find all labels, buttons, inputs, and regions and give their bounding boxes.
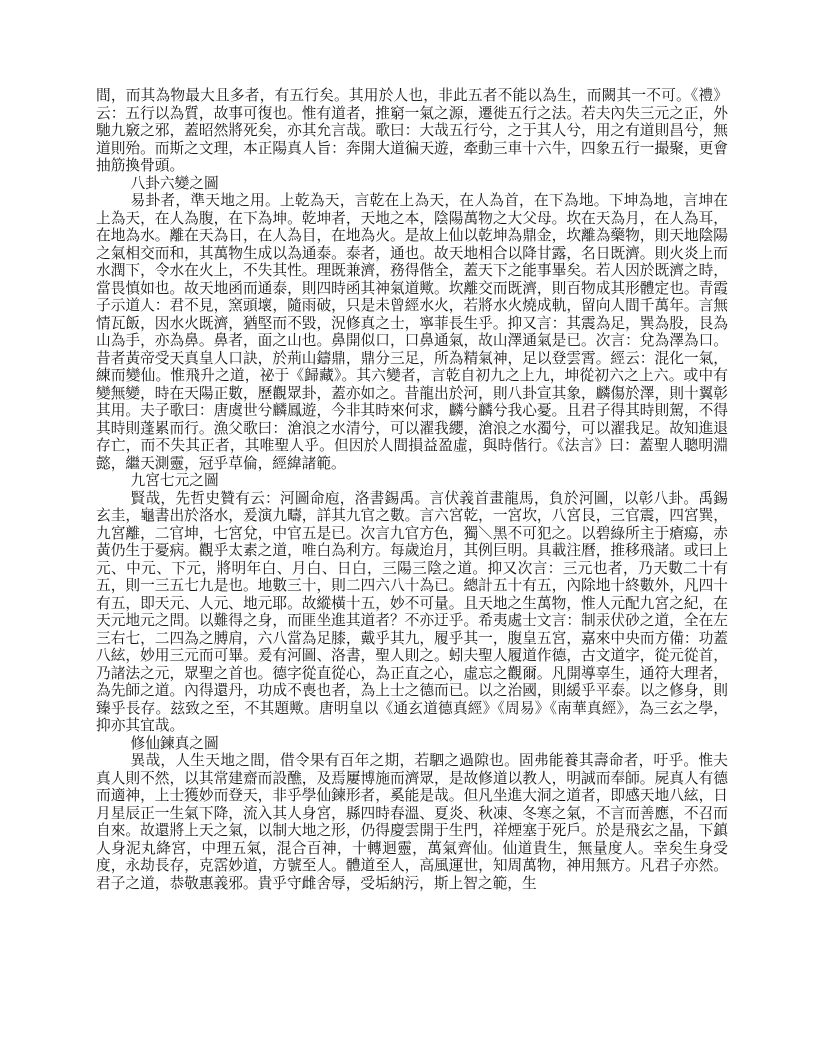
paragraph-xiuxian-lianzhen: 異哉，人生天地之間，借令果有百年之期，若駟之過隙也。固弗能養其壽命者，吁乎。惟夫真人則不然，以其常建齋而設醮，及焉屢博施而濟眾，是故修道以教人，明誠而奉師。屍真人有德而適神，上士獲妙而登天，非乎學仙鍊形者，奚能是哉。但凡坐進大洞之道者，即感天地八絃，日月星辰正一生氣下降，流入其人身宮，縣四時春溫、夏炎、秋凍、冬寒之氣，不言而善應，不召而自來。故還將上天之氣，以制大地之形，仍得慶雲開于生門，祥煙塞于死戶。於是飛玄之晶，下鎮人身泥丸絳宮，中理五氣，混合百神，十轉迴靈，萬氣齊仙。仙道貴生，無量度人。幸矣生身受度，永劫長存，克霑妙道，方號至人。體道至人，高風運世，知周萬物，神用無方。凡君子亦然。君子之道，恭敬惠義邪。貴乎守雌舍辱，受垢納污，斯上智之範，生 xyxy=(96,753,728,892)
paragraph-five-elements-continuation: 間，而其為物最大且多者，有五行矣。其用於人也，非此五者不能以為生，而闕其一不可。《禮》云：五行以為質，故事可復也。惟有道者，推窮一氣之源，遷徙五行之法。若夫內失三元之正，外馳九竅之邪，蓋昭然將死矣，亦其允言哉。歌曰：大哉五行兮，之于其人兮，用之有道則昌兮，無道則殆。而斯之文理，本正陽真人旨：奔開大道徧天遊，牽動三車十六牛，四象五行一撮聚，更會抽筋換骨頭。 xyxy=(96,88,728,174)
heading-xiuxian-lianzhen: 修仙鍊真之圖 xyxy=(130,735,219,752)
document-page xyxy=(96,88,728,893)
heading-jiugong-qiyuan: 九宮七元之圖 xyxy=(130,473,219,489)
paragraph-bagua-liubian: 易卦者，準天地之用。上乾為天，言乾在上為天，在人為首，在下為地。下坤為地，言坤在上為天，在人為腹，在下為坤。乾坤者，天地之本，陰陽萬物之大父母。坎在天為月，在人為耳，在地為水。離在天為日，在人為目，在地為火。是故上仙以乾坤為鼎金，坎離為藥物，則天地陰陽之氣相交而和，其萬物生成以為通泰。泰者，通也。故天地相合以降甘露，名日既濟。則火炎上而水潤下，令水在火上，不失其性。理既兼濟，務得偕全，蓋天下之能事畢矣。若人因於既濟之時，當畏慎如也。故天地函而通泰，則四時函其神氣道歟。坎離交而既濟，則百物成其形體定也。青霞子示道人：君不見，窯頭壞，隨雨破，只是未曾經水火，若將水火燒成軌，留向人間千萬年。言無情瓦飯，因水火既濟，猶堅而不毀，況修真之士，寧菲長生乎。抑又言：其震為足，巽為股，艮為山為手，亦為鼻。鼻者，面之山也。鼻開似口，口鼻通氣，故山澤通氣是已。次言：兌為澤為口。昔者黃帝受天真皇人口訣，於荊山鑄鼎，鼎分三足，所為精氣神，足以登雲霄。經云：混化一氣，練而變仙。惟飛升之道，祕于《歸藏》。其六變者，言乾自初九之上九，坤從初六之上六。或中有變無變，時在天陽正數，歷觀眾卦，蓋亦如之。昔龍出於河，則八卦宣其象，麟傷於澤，則十翼彰其用。夫子歌曰：唐虞世兮麟鳳遊，今非其時來何求，麟兮麟兮我心憂。且君子得其時則駕，不得其時則蓬累而行。漁父歌曰：滄浪之水清兮，可以濯我纓，滄浪之水濁兮，可以濯我足。故知進退存亡，而不失其正者，其唯聖人乎。但因於人間損益盈虛，與時偕行。《法言》曰：蓋聖人聰明淵懿，繼天測靈，冠乎草倫，經緯諸範。 xyxy=(96,193,728,472)
heading-bagua-liubian: 八卦六變之圖 xyxy=(130,175,219,192)
paragraph-jiugong-qiyuan: 賢哉，先哲史贊有云：河圖命庖，洛書錫禹。言伏義首畫龍馬，負於河圖，以彰八卦。禹錫玄圭，龜書出於洛水，爰演九疇，詳其九官之數。言六宮乾，一宮坎，八宮艮，三官震，四宮巽，九宮離，二官坤，七宮兌，中官五是已。次言九官方色，獨＼黑不可犯之。以碧綠所主于瘡瘍，赤黃仍生于憂病。觀乎太素之道，唯白為利方。每歲迨月，其例巨明。具載注曆，推移飛諸。或曰上元、中元、下元，將明年白、月白、日白，三陽三陰之道。抑又次言：三元也者，乃天數二十有五，則一三五七九是也。地數三十，則二四六八十為已。總計五十有五，內除地十終數外，凡四十有五，即天元、人元、地元耶。故縱橫十五，妙不可量。且天地之生萬物，惟人元配九宮之紀，在天元地元之問。以難得之身，而匪坐進其道者？不亦迂乎。希夷處士文言：制汞伏砂之道，全在左三右七，二四為之膊肩，六八當為足膝，戴乎其九，履乎其一，腹皇五宮，嘉來中央而方備：功蓋八絃，妙用三元而可畢。爰有河圖、洛書，聖人則之。蚓夫聖人履道作德，古文道字，從元從首，乃諸法之元，眾聖之首也。德字從直從心，為正直之心，虛忘之觀爾。凡開導辜生，通符大理者，為先師之道。內得還丹，功成不喪也者，為上士之德而已。以之治國，則緩乎平泰。以之修身，則臻乎長存。玆致之至，不其題歟。唐明皇以《通玄道德真經》《周易》《南華真經》，為三玄之學，抑亦其宜哉。 xyxy=(96,490,728,734)
text-block xyxy=(96,88,728,893)
